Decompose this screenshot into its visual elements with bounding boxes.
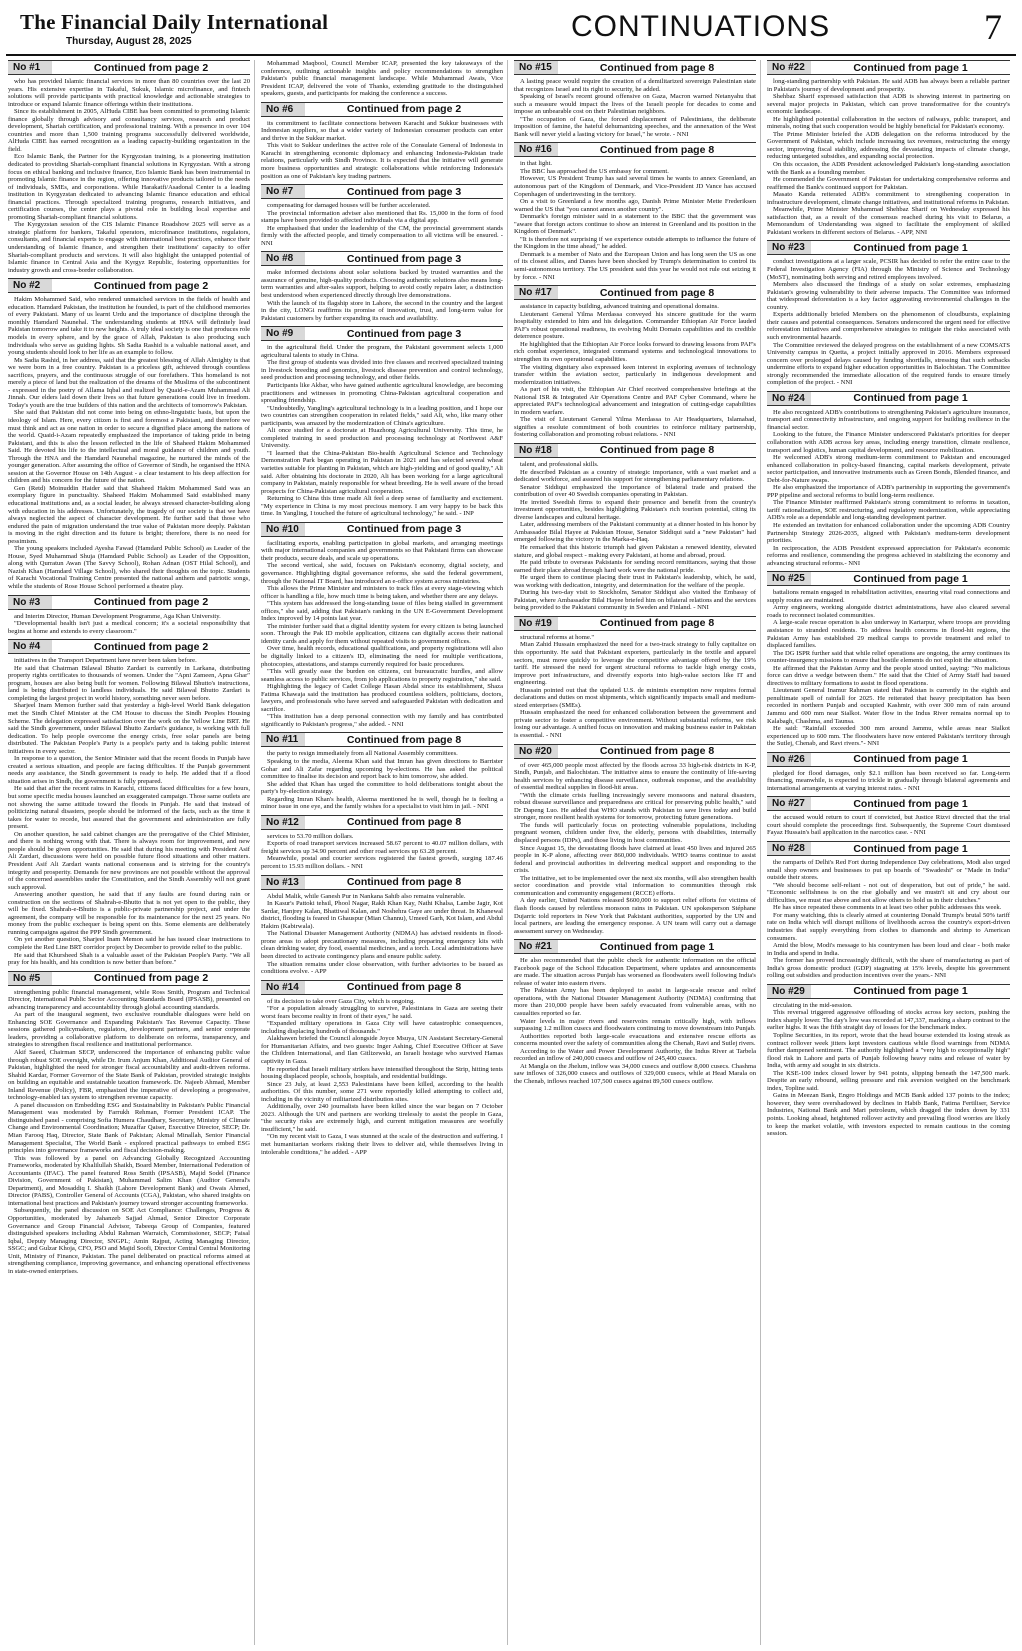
continued-from-label: Continued from page 3 — [346, 327, 462, 340]
story-paragraph: He invited Swedish firms to expand their presence and benefit from the country's investment opportunities, besides highlighting Pakistan's rich tourism potential, citing its diverse landscapes and cultural heritage. — [514, 498, 756, 521]
continued-from-label: Continued from page 2 — [93, 279, 209, 292]
story-paragraph: This allows the Prime Minister and ministers to track files at every stage-viewing which officer is handling a file, how much time is being taken, and whether there are any delays. — [261, 585, 503, 600]
story-paragraph: This visit to Sukkur underlines the active role of the Consulate General of Indonesia in Karachi in strengthening economic diplomacy and enhancing Indonesia-Pakistan trade relations, particularly with Sindh Province. It is expected that the initiative will generate more business opportunities and strategic collaborations while reinforcing Indonesia's position as one of Pakistan's key trading partners. — [261, 142, 503, 180]
story-number-badge: No #23 — [767, 241, 811, 254]
story-paragraph: Lieutenant General Inamur Rahman stated that Pakistan is currently in the eighth and penultimate spell of rainfall for 2025. He reiterated that heavy precipitation has been recorded in northern Punjab and occupied Kashmir, with over 300 mm of rain around Jammu and 600 mm near Sialkot. Water flow in the Indus River remains normal up to Kalabagh, Chashma, and Taunsa. — [767, 687, 1010, 725]
article-columns — [8, 60, 1014, 1645]
story-paragraph: Over time, health records, educational qualifications, and property registrations will also be digitally linked to a citizen's ID, eliminating the need for multiple verifications, photocopies, attestations, and stamps currently required for basic procedures. — [261, 645, 503, 668]
story-paragraph: Hussain pointed out that the updated U.S. de minimis exemption now requires formal declarations and duties on most shipments, which significantly impacts small and medium-sized enterprises (SMEs). — [514, 686, 756, 709]
story-paragraph: of its decision to take over Gaza City, which is ongoing. — [267, 997, 415, 1005]
story-number-badge: No #8 — [261, 252, 305, 265]
story-number-badge: No #5 — [8, 972, 52, 985]
story-header — [514, 285, 756, 300]
story-paragraph: He paid tribute to overseas Pakistanis for sending record remittances, saying that those earned their place abroad through hard work were the national pride. — [514, 559, 756, 574]
story-paragraph: services to 53.70 million dollars. — [267, 832, 354, 840]
story-header — [767, 571, 1010, 586]
story-paragraph: Experts additionally briefed Members on the phenomenon of cloudbursts, explaining their causes and potential consequences. Senators underscored the urgent need for effective reforestation initiatives and comprehensive strategies to mitigate the risks associated with such environmental hazards. — [767, 311, 1010, 341]
story-paragraph: Highlighting the legacy of Cadet College Hasan Abdal since its establishment, Shaza Fatima Khawaja said the institution has produced countless soldiers, politicians, doctors, lawyers, and professionals who have served and safeguarded Pakistan with dedication and sacrifice. — [261, 683, 503, 713]
story-paragraph: He has since repeated these comments in at least two other public addresses this week. — [773, 904, 1002, 912]
story-number-badge: No #13 — [261, 876, 305, 889]
page-number: 7 — [984, 7, 1002, 47]
continued-from-label: Continued from page 8 — [346, 816, 462, 829]
story-header — [261, 522, 503, 537]
story-paragraph: Eco Islamic Bank, the Partner for the Kyrgyzstan training, is a pioneering institution dedicated to providing Shariah-compliant financial solutions in Kyrgyzstan. With a strong focus on ethical banking and inclusive finance, Eco Islamic Bank has been instrumental in promoting Islamic finance in the region, offering innovative products tailored to the needs of individuals, SMEs, and corporations. While Harakatfi/Asadonal Center is a leading institution in Kyrgyzstan dedicated to advancing Islamic finance education and ethical financial practices. Through specialized training programs, research initiatives, and certification courses, the center plays a pivotal role in building local expertise and promoting Shariah-compliant financial solutions. — [8, 153, 250, 221]
story-paragraph: The provincial information adviser also mentioned that Rs. 15,000 in the form of food stamps have been provided to affected individuals via a digital app. — [261, 209, 503, 225]
story-paragraph: According to the Water and Power Development Authority, the Indus River at Tarbela recorded an inflow of 240,000 cusecs and outflow of 245,400 cusecs. — [514, 1047, 756, 1063]
news-story — [8, 639, 250, 966]
story-paragraph: The Committee reviewed the delayed progress on the establishment of a new COMSATS University campus in Quetta, a project initially approved in 2016. Members expressed concern over prolonged delays caused by funding shortfalls, stressing that such setbacks undermine efforts to expand higher education opportunities in Balochistan. The Committee strongly recommended the immediate allocation of the required funds to ensure timely completion of the project. - NNI — [767, 341, 1010, 387]
story-paragraph: On a visit to Greenland a few months ago, Danish Prime Minister Mette Frederiksen warned the US that "you cannot annex another country". — [514, 198, 756, 213]
story-paragraph: "It is therefore not surprising if we experience outside attempts to influence the future of the Kingdom in the time ahead," he added. — [514, 235, 756, 251]
story-number-badge: No #9 — [261, 327, 305, 340]
story-paragraph: who has provided Islamic financial services in more than 80 countries over the last 20 years. His extensive expertise in Takaful, Sukuk, Islamic microfinance, and fintech solutions will provide participants with practical knowledge and actionable strategies to introduce or expand Islamic finance offerings within their institutions. — [8, 78, 250, 108]
story-paragraph: He highlighted potential collaboration in the sectors of railways, public transport, and minerals, noting that such cooperation would be highly beneficial for Pakistan's economy. — [767, 115, 1010, 131]
story-paragraph: On yet another question, Sharjeel Inam Memon said he has issued clear instructions to complete the Red Line BRT corridor project by December to provide relief to the public. — [8, 936, 250, 951]
story-number-badge: No #11 — [261, 733, 305, 746]
story-paragraph: Mian Zahid Hussain emphasized the need for a two-track strategy to fully capitalize on this opportunity. He said that Pakistani exporters, particularly in the textile and apparel sectors, must move quickly to leverage the competitive advantage offered by the 19% tariff. He stressed the need for urgent structural reforms to tackle high energy costs, improve port infrastructure, and diversify exports into high-value sectors like IT and engineering. — [514, 641, 756, 687]
continued-from-label: Continued from page 1 — [853, 61, 968, 74]
masthead — [6, 4, 1016, 56]
story-header — [767, 240, 1010, 255]
story-paragraph: He extended an invitation for enhanced collaboration under the upcoming ADB Country Partnership Strategy 2026-2035, aligned with Pakistan's medium-term development priorities. — [767, 521, 1010, 545]
story-number-badge: No #25 — [767, 572, 811, 585]
issue-date: Thursday, August 28, 2025 — [66, 36, 192, 47]
story-number-badge: No #16 — [514, 143, 558, 156]
story-paragraph: However, US President Trump has said several times he wants to annex Greenland, an autonomous part of the Kingdom of Denmark, and Vice-President JD Vance has accused Copenhagen of underinvesting in the territory. — [514, 175, 756, 198]
news-column — [261, 60, 508, 1645]
story-paragraph: compensating for damaged houses will be further accelerated. — [267, 202, 431, 210]
story-paragraph: Answering another question, he said that if any faults are found during rain or construction on the sections of Shahrah-e-Bhutto that is not yet open to the public, they will be fixed. Shahrah-e-Bhutto is a public-private partnership project, and under the agreement, the company will be responsible for its maintenance for the next 25 years. No money from the public exchequer is being spent on this. Some elements are deliberately running campaigns against the PPP Sindh government. — [8, 891, 250, 936]
story-paragraph: A day earlier, United Nations released $600,000 to support relief efforts for victims of flash floods caused by relentless monsoon rains in Pakistan. UN spokesperson Stéphane Dujarric told reporters in New York that Pakistani authorities, supported by the UN and local partners, are leading the emergency response. A UN team will carry out a damage assessment survey on Wednesday. — [514, 897, 756, 935]
story-paragraph: Sharjeel Inam Memon further said that yesterday a high-level World Bank delegation met the Sindh Chief Minister at the CM House to discuss the Sindh Peoples Housing Scheme. The delegation expressed satisfaction over the work on the Yellow Line BRT. He said the Sindh government, under Bilawal Bhutto Zardari's guidance, is working with full dedication. To help people overcome the energy crisis, free solar panels are being distributed. The Pakistan People's Party is a people's party and is taking public interest initiatives in every sector. — [8, 702, 250, 755]
news-story — [514, 744, 756, 936]
story-paragraph: He emphasised that under the leadership of the CM, the provincial government stands firmly with the affected people, and timely compensation to all victims will be ensured. - NNI — [261, 224, 503, 247]
story-header — [767, 984, 1010, 999]
story-paragraph: Members also discussed the findings of a study on solar extremes, emphasizing Pakistan's growing vulnerability to their adverse impacts. The Committee was informed that widespread deforestation is a key factor aggravating environmental challenges in the country. — [767, 281, 1010, 311]
story-number-badge: No #21 — [514, 940, 558, 953]
story-paragraph: Later, addressing members of the Pakistani community at a dinner hosted in his honor by Ambassador Bilal Hayee at Pakistan House, Senator Siddiqui said a "new Pakistan" had emerged following the victory in the Marka-e-Haq. — [514, 521, 756, 544]
news-story — [261, 102, 503, 180]
continued-from-label: Continued from page 2 — [346, 103, 462, 116]
story-paragraph: Exports of road transport services increased 58.67 percent to 40.07 million dollars, with freight services up 34.90 percent and other road services up 63.28 percent. — [261, 840, 503, 855]
story-paragraph: He highlighted that the Ethiopian Air Force looks forward to drawing lessons from PAF's rich combat experience, integrated command systems and technological innovations to strengthen its own operational capabilities. — [514, 340, 756, 363]
story-number-badge: No #1 — [8, 61, 52, 74]
story-number-badge: No #15 — [514, 61, 558, 74]
story-paragraph: He reported that Israeli military strikes have intensified throughout the Strip, hitting tents housing displaced people, schools, hospitals, and residential buildings. — [261, 1065, 503, 1081]
story-paragraph: The visiting dignitary also expressed keen interest in exploring avenues of technology transfer within the aviation sector, particularly in indigenous development and modernization initiatives. — [514, 363, 756, 386]
story-paragraph: Masato Kanda reiterated ADB's commitment to strengthening cooperation in infrastructure development, climate change initiatives, and institutional reforms in Pakistan. — [767, 191, 1010, 206]
news-column — [514, 60, 761, 1645]
story-paragraph: Denmark's foreign minister said in a statement to the BBC that the government was "aware that foreign actors continue to show an interest in Greenland and its position in the Kingdom of Denmark". — [514, 213, 756, 236]
story-header — [767, 60, 1010, 75]
story-paragraph: He described Pakistan as a country of strategic importance, with a vast market and a dedicated workforce, and assured his support for strengthening parliamentary relations. — [514, 468, 756, 484]
news-story — [514, 443, 756, 612]
continued-from-label: Continued from page 8 — [346, 876, 462, 889]
story-paragraph: assistance in capacity building, advanced training and operational domains. — [520, 303, 719, 311]
section-title: CONTINUATIONS — [571, 10, 831, 43]
continued-from-label: Continued from page 8 — [599, 286, 715, 299]
story-paragraph: in that light. — [520, 160, 553, 168]
story-header — [8, 278, 250, 293]
news-story — [767, 240, 1010, 386]
story-paragraph: pledged for flood damages, only $2.1 million has been received so far. Long-term financing, meanwhile, is expected to trickle in gradually through bilateral agreements and international arrangements at varying interest rates. - NNI — [767, 769, 1010, 792]
story-number-badge: No #3 — [8, 596, 52, 609]
continued-from-label: Continued from page 8 — [599, 444, 715, 457]
continued-from-label: Continued from page 1 — [853, 572, 968, 585]
story-paragraph: structural reforms at home." — [520, 633, 595, 641]
continued-from-label: Continued from page 8 — [599, 61, 715, 74]
story-paragraph: During his two-day visit to Stockholm, Senator Siddiqui also visited the Embassy of Pakistan, where Ambassador Bilal Hayee briefed him on bilateral relations and the services being provided to the Pakistani community in Sweden and Finland. - NNI — [514, 589, 756, 612]
news-story — [514, 285, 756, 439]
story-paragraph: The Kyrgyzstan session of the CIS Islamic Finance Roadshow 2025 will serve as a strategic platform for bankers, Takaful operators, microfinance institutions, regulators, consultants, and financial experts to engage with international best practices, enhance their understanding of Islamic finance, and strengthen their institutions' capacity to offer Shariah-compliant products and services. It will also highlight the untapped potential of Islamic finance in Central Asia and the Kyrgyz Republic, fostering opportunities for industry growth and cross-border collaboration. — [8, 221, 250, 274]
story-header — [514, 744, 756, 759]
continued-from-label: Continued from page 1 — [853, 241, 968, 254]
story-header — [261, 184, 503, 199]
story-number-badge: No #10 — [261, 523, 305, 536]
story-number-badge: No #29 — [767, 985, 811, 998]
story-number-badge: No #17 — [514, 286, 558, 299]
story-paragraph: Looking to the future, the Finance Minister underscored Pakistan's priorities for deeper collaboration with ADB across key areas, including energy transition, climate resilience, transport and logistics, human capital development, and resource mobilization. — [767, 431, 1010, 454]
news-story — [514, 939, 756, 1085]
story-header — [514, 939, 756, 954]
story-number-badge: No #19 — [514, 617, 558, 630]
story-paragraph: As part of the inaugural segment, two exclusive roundtable dialogues were held on Enhancing SOE Governance and Expanding Pakistan's Tax Revenue Capacity. These sessions gathered policymakers, regulators, development partners, and senior corporate leaders, providing a collaborative platform to deliberate on reforms, transparency, and strategies to strengthen fiscal resilience and institutional performance. — [8, 1011, 250, 1049]
news-story — [261, 251, 503, 322]
story-number-badge: No #26 — [767, 753, 811, 766]
story-paragraph: Subsequently, the panel discussion on SOE Act Compliance: Challenges, Progress & Opportunities, moderated by Jahanzeb Sajjad Ahmad, Senior Director Corporate Governance and Group Financial Advisor, Tabeeqa Group of Companies, featured distinguished speakers including Abdul Rahman Warraich, Commissioner, SECP; Faisal Iqbal, Deputy Managing Director, SNGPL; Amin Rajput, Acting Managing Director, SSGC; and Gulzar Khoja, CFO, PSO and Majid Soofi, Director Central Central Monitoring Unit, Ministry of Finance, Pakistan. The panel deliberated on practical reforms aimed at strengthening compliance, improving governance, and enhancing operational effectiveness in state-owned enterprises. — [8, 1207, 250, 1275]
continued-from-label: Continued from page 8 — [346, 981, 462, 994]
story-paragraph: Additionally, over 240 journalists have been killed since the war began on 7 October 2023. Although the UN and partners are working tirelessly to assist the people in Gaza, "the security risks are extremely high, and current mitigation measures are woefully insufficient," he said. — [261, 1103, 503, 1133]
story-paragraph: The Prime Minister briefed the ADB delegation on the reforms introduced by the Government of Pakistan, which include increasing tax revenues, restructuring the energy sector, improving fiscal stability, addressing the devastating impacts of climate change, reducing untargeted subsidies, and expanding social protection. — [767, 130, 1010, 161]
story-paragraph: conduct investigations at a larger scale, PCSIR has decided to refer the entire case to the Federal Investigation Agency (FIA) through the Ministry of Science and Technology (MoST), nominating both serving and retired employees involved. — [767, 258, 1010, 281]
continued-from-label: Continued from page 1 — [853, 985, 968, 998]
news-story — [261, 326, 503, 518]
story-paragraph: The BBC has approached the US embassy for comment. — [520, 167, 669, 175]
story-paragraph: Army engineers, working alongside district administrations, have also cleared several roads to reconnect isolated communities. — [767, 604, 1010, 619]
story-paragraph: talent, and professional skills. — [520, 460, 599, 468]
continued-from-label: Continued from page 1 — [853, 753, 968, 766]
story-header — [514, 616, 756, 631]
story-paragraph: Topline Securities, in its report, wrote that the head bourse extended its losing streak as contract rollover week jitters kept investors cautious while flood warnings from NDMA further dampened sentiment. The authority highlighted a "very high to exceptionally high" flood risk in Lahore and parts of Punjab following heavy rains and release of water by India, with army aid sought in six districts. — [767, 1031, 1010, 1070]
story-paragraph: The second vertical, she said, focuses on Pakistan's economy, digital society, and governance. Highlighting digital governance reforms, she said the federal government, through the National IT Board, has introduced an e-office system across ministries. — [261, 562, 503, 585]
story-paragraph: initiatives in the Transport Department have never been taken before. — [14, 657, 197, 665]
story-paragraph: the accused would return to court if convicted, but Justice Rizvi directed that the trial court should complete the proceedings first. Subsequently, the Supreme Court dismissed Fayaz Hussain's bail application in the narcotics case. - NNI — [767, 814, 1010, 837]
story-paragraph: Amid the blow, Modi's message to his countrymen has been loud and clear - both make in India and spend in India. — [767, 942, 1010, 957]
story-header — [767, 796, 1010, 811]
story-paragraph: She added that Khan has urged the committee to hold deliberations tonight about the party's by-election strategy. — [261, 780, 503, 796]
story-paragraph: Since its establishment in 2005, AlHuda CIBE has been committed to promoting Islamic finance globally through advisory and consultancy services, research and product development, Shariah certification, and professional training. With a presence in over 104 countries and more than 1,500 training programs successfully delivered worldwide, AlHuda CIBE has earned recognition as a leading capacity-building organization in the field. — [8, 108, 250, 153]
story-paragraph: make informed decisions about solar solutions backed by trusted warranties and the assurance of genuine, high-quality products. Choosing authentic solutions also means long-term warranties and after-sales support, helping to avoid costly repairs later, a distinction best understood when experienced directly through live demonstrations. — [261, 269, 503, 300]
story-header — [8, 595, 250, 610]
story-number-badge: No #7 — [261, 185, 305, 198]
story-paragraph: The minister further said that a digital identity system for every citizen is being launched soon. Through the Pak ID mobile application, citizens can digitally access their national identity cards and apply for them without repeated visits to government offices. — [261, 622, 503, 645]
story-paragraph: Meanwhile, Prime Minister Muhammad Shehbaz Sharif on Wednesday expressed his satisfaction that, as a result of the consensus reached during his visit to Belarus, a Memorandum of Understanding was signed to facilitate the employment of skilled Pakistani workers in different sectors of Belarus. - APP, NNI — [767, 206, 1010, 236]
story-paragraph: The young speakers included Ayesha Fawad (Hamdard Public School) as Leader of the House, Syed Muhammad Shuja (Hamdard Public School) as Leader of the Opposition, along with Qurratun Awan (The Savvy School), Rohan Adnan (OST Hilal School), and Nazish Khan (Hamdard Village School), who shared their thoughts on the topic. Students of Karachi Vocational Training Centre presented the national anthem and patriotic songs, while the students of Rose House School performed a theatre play. — [8, 545, 250, 590]
story-header — [8, 639, 250, 654]
story-paragraph: "Developmental health isn't just a medical concern; it's a societal responsibility that begins at home and extends to every classroom." — [8, 620, 250, 635]
news-story — [261, 60, 503, 98]
story-paragraph: the party to resign immediately from all National Assembly committees. — [267, 750, 458, 758]
news-story — [514, 60, 756, 138]
continued-from-label: Continued from page 1 — [599, 940, 715, 953]
story-number-badge: No #12 — [261, 816, 305, 829]
story-header — [767, 391, 1010, 406]
story-paragraph: "Undoubtedly, Yangling's agricultural technology is in a leading position, and I hope our two countries can strengthen cooperation in related fields," said Ali, who, like many other participants, was amazed by the modernization of China's agriculture. — [261, 404, 503, 427]
story-paragraph: The National Disaster Management Authority (NDMA) has advised residents in flood-prone areas to adopt precautionary measures, including preparing emergency kits with clean drinking water, dry food, essential medicines, and a torch. Local administrations have been directed to activate contingency plans and ensure public safety. — [261, 930, 503, 960]
story-number-badge: No #6 — [261, 103, 305, 116]
story-header — [261, 815, 503, 830]
continued-from-label: Continued from page 2 — [93, 596, 209, 609]
story-paragraph: With the launch of its flagship store in Lahore, the second in the country and the largest in the city, LONGi reaffirms its promise of innovation, trust, and long-term value for Pakistani customers by further expanding its reach and availability. — [261, 299, 503, 322]
story-header — [514, 60, 756, 75]
story-paragraph: "This institution has a deep personal connection with my family and has contributed significantly to Pakistan's progress," she added. - NNI — [261, 713, 503, 728]
news-story — [514, 142, 756, 281]
story-number-badge: No #4 — [8, 640, 52, 653]
story-number-badge: No #18 — [514, 444, 558, 457]
story-header — [514, 142, 756, 157]
story-header — [261, 251, 503, 266]
story-paragraph: "We should become self-reliant - not out of desperation, but out of pride," he said. "Economic selfishness is on the rise globally and we mustn't sit and cry about our difficulties, we must rise above and not allow others to hold us in their clutches." — [767, 881, 1010, 904]
story-paragraph: He commended the Government of Pakistan for undertaking comprehensive reforms and reaffirmed the Bank's continued support for Pakistan. — [767, 176, 1010, 191]
story-paragraph: The situation remains under close observation, with further advisories to be issued as conditions evolve. - APP — [261, 960, 503, 976]
story-header — [261, 875, 503, 890]
story-number-badge: No #28 — [767, 842, 811, 855]
story-number-badge: No #22 — [767, 61, 811, 74]
news-column — [767, 60, 1014, 1645]
continued-from-label: Continued from page 2 — [93, 972, 209, 985]
story-paragraph: Ms Sadia Rashid, in her address, said that the greatest blessing of Allah Almighty is that we were born in a free country. Pakistan is a priceless gift, achieved through countless sacrifices, prayers, and the continuous struggle of our forefathers. This homeland is not merely a piece of land but the realization of the dreams of the Muslims of the subcontinent - expressed in the poetry of Allama Iqbal and realized by Quaid-e-Azam Muhammad Ali Jinnah. Our elders laid down their lives so that future generations could live in freedom. Today's youth are the true builders of this nation and the architects of tomorrow's Pakistan. — [8, 356, 250, 409]
story-paragraph: In response to a question, the Senior Minister said that the recent floods in Punjab have created a serious situation, and people are facing difficulties. If the Punjab government needs any assistance, the Sindh government is ready to help. He added that if a flood situation arises in Sindh, the government is fully prepared. — [8, 755, 250, 785]
story-paragraph: In Kasur's Pattoki tehsil, Phool Nagar, Rakh Khan Kay, Nathi Khalsa, Lambe Jagir, Kot Sardar, Hanjrey Kalan, Bhattiwal Kalan, and Noshehra Gaye are under threat. In Khanewal district, flooding is feared in Ghauspur (Mian Channu), Umeed Garh, Kot Islam, and Abdul Hakim (Kabirwala). — [261, 900, 503, 930]
story-paragraph: He welcomed ADB's strong medium-term commitment to Pakistan and encouraged enhanced collaboration in policy-based financing, capital markets development, private sector participation, and innovative instruments such as Green Bonds, Blended finance, and Debt-for-Nature swaps. — [767, 454, 1010, 484]
story-paragraph: Since August 15, the devastating floods have claimed at least 450 lives and injured 265 people in K-P alone, affecting over 860,000 individuals. WHO teams continue to assist federal and provincial authorities in delivering medical support and responding to the crisis. — [514, 844, 756, 875]
story-number-badge: No #2 — [8, 279, 52, 292]
news-story — [261, 980, 503, 1156]
story-header — [767, 841, 1010, 856]
story-paragraph: Alakhawen briefed the Council alongside Joyce Msuya, UN Assistant Secretary-General for Humanitarian Affairs, and two guests: Inger Ashing, Chief Executive Officer at Save the Children International, and Ilan Gitlizewski, an Israeli hostage who survived Hamas captivity in Gaza. — [261, 1035, 503, 1065]
continued-from-label: Continued from page 8 — [599, 745, 715, 758]
story-paragraph: Regarding Imran Khan's health, Aleema mentioned he is well, though he is feeling a minor issue in one eye, and the family wishes for a specialist to visit him in jail. - NNI — [261, 795, 503, 811]
story-paragraph: The Finance Minister reaffirmed Pakistan's strong commitment to reforms in taxation, tariff rationalization, SOE restructuring, and regulatory modernization, while appreciating ADB's role as a dependable and long-standing development partner. — [767, 499, 1010, 522]
paper-name: The Financial Daily International — [20, 10, 329, 34]
continued-from-label: Continued from page 1 — [853, 392, 968, 405]
story-paragraph: Ali once studied for a doctorate at Huazhong Agricultural University. This time, he completed training in seed production and processing technology at Northwest A&F University. — [261, 427, 503, 450]
story-paragraph: The KSE-100 index closed lower by 941 points, slipping beneath the 147,500 mark. Despite an early rebound, selling pressure and risk aversion weighed on the benchmark index, Topline said. — [767, 1069, 1010, 1092]
story-paragraph: Water levels in major rivers and reservoirs remain critically high, with inflows surpassing 1.2 million cusecs and floodwaters continuing to move downstream into Punjab. — [514, 1017, 756, 1033]
story-paragraph: This reversal triggered aggressive offloading of stocks across key sectors, pushing the index sharply lower. The day's low was recorded at 147,337, marking a sharp contrast to the earlier highs. It was the fifth straight day of losses for the benchmark index. — [767, 1009, 1010, 1032]
story-paragraph: in the agricultural field. Under the program, the Pakistani government selects 1,000 agricultural talents to study in China. — [261, 344, 503, 359]
news-story — [261, 875, 503, 976]
story-number-badge: No #27 — [767, 797, 811, 810]
story-paragraph: A panel discussion on Embedding ESG and Sustainability in Pakistan's Public Financial Management was moderated by Farrukh Rehman, Former President ICAP. The distinguished panel - comprising Sofia Humera Chaudhary, Secretary, Ministry of Climate Change and Environmental Coordination; Muzaffar Qaiser, Executive Director, SECP; Dr. Mian Farooq Haq, Director, State Bank of Pakistan; Akmal Minallah, Senior Financial Management Specialist, The World Bank - explored practical pathways to embed ESG principles into governance frameworks and fiscal decision-making. — [8, 1101, 250, 1155]
continued-from-label: Continued from page 3 — [346, 252, 462, 265]
story-paragraph: At Mangla on the Jhelum, inflow was 34,000 cusecs and outflow 8,000 cusecs. Chashma saw inflows of 326,000 cusecs and outflows of 329,000 cusecs, while at Head Marala on the Chenab, inflows reached 107,500 cusecs against 89,500 cusecs outflow. — [514, 1062, 756, 1085]
continued-from-label: Continued from page 2 — [93, 640, 209, 653]
story-paragraph: Hussain emphasized the need for enhanced collaboration between the government and private sector to foster a competitive environment. Without substantial reforms, we risk losing our advantage. A unified focus on innovation and making business easier in Pakistan is essential. - NNI — [514, 709, 756, 740]
continued-from-label: Continued from page 8 — [599, 617, 715, 630]
story-paragraph: "For a population already struggling to survive, Palestinians in Gaza are seeing their worst fears become reality in front of their eyes," he said. — [261, 1005, 503, 1020]
story-paragraph: Meanwhile, postal and courier services registered the fastest growth, surging 187.46 percent to 15.93 million dollars. - NNI — [261, 855, 503, 871]
news-story — [767, 391, 1010, 567]
story-paragraph: "This system has addressed the long-standing issue of files being stalled in government offices," she said, adding that Pakistan's ranking in the UN E-Government Development Index improved by 14 points last year. — [261, 600, 503, 623]
story-header — [261, 326, 503, 341]
news-story — [261, 184, 503, 247]
story-header — [261, 102, 503, 117]
story-header — [514, 443, 756, 458]
story-paragraph: Authorities reported both large-scale evacuations and extensive rescue efforts as concerns mounted over the safety of communities along the Chenab, Ravi and Sutlej rivers. — [514, 1032, 756, 1048]
story-paragraph: Shehbaz Sharif expressed satisfaction that ADB is showing interest in partnering on several major projects in Pakistan, which can prove transformative for the country's economic landscape. — [767, 93, 1010, 116]
story-paragraph: He also recommended that the public check for authentic information on the official Facebook page of the School Education Department, where updates and announcements are made. The situation across Punjab has worsened as floodwaters swell following India's release of water into eastern rivers. — [514, 957, 756, 987]
story-paragraph: On another question, he said cabinet changes are the prerogative of the Chief Minister, and there is nothing wrong with that. There is always room for improvement, and new people should be given opportunities. He said that during his meeting with President Asif Ali Zardari, discussions were held on possible future flood situations and other matters. President Asif Ali Zardari wants national consensus and is striving for the country's integrity and prosperity. Demands for new provinces are not possible without the approval of the concerned assemblies under the Constitution, and the Sindh Assembly will not grant such approval. — [8, 830, 250, 891]
story-paragraph: battalions remain engaged in rehabilitation activities, ensuring vital road connections and supply routes are maintained. — [767, 589, 1010, 604]
story-header — [261, 732, 503, 747]
story-paragraph: The Pakistan Army has been deployed to assist in large-scale rescue and relief operations, with the National Disaster Management Authority (NDMA) confirming that more than 210,000 people have been safely evacuated from vulnerable areas, with no casualties reported so far. — [514, 987, 756, 1017]
story-paragraph: The former has proved increasingly difficult, with the share of manufacturing as part of India's gross domestic product (GDP) stagnating at 15% levels, despite his government rolling out subsidies and production incentives over the years.- NNI — [767, 957, 1010, 980]
news-story — [767, 984, 1010, 1138]
story-header — [261, 980, 503, 995]
story-paragraph: For many watching, this is clearly aimed at countering Donald Trump's brutal 50% tariff rate on India which will disrupt millions of livelihoods across the country's export-driven industries that supply everything from clothes to diamonds and shrimp to American consumers. — [767, 911, 1010, 942]
story-paragraph: Returning to China this time made Ali feel a deep sense of familiarity and excitement. "My experience in China is my most precious memory. I am very happy to be back this time. In Yangling, I touched the future of agricultural technology," he said. - INP — [261, 495, 503, 518]
continued-from-label: Continued from page 1 — [853, 797, 968, 810]
story-paragraph: "With the climate crisis fuelling increasingly severe monsoons and natural disasters, robust disease surveillance and preparedness are critical for preserving public health," said Dr Dapeng Luo. He added that WHO stands with Pakistan to save lives today and build stronger, more resilient health systems for tomorrow, protecting future generations. — [514, 791, 756, 822]
story-paragraph: This was followed by a panel on Advancing Globally Recognized Accounting Frameworks, moderated by Khalilullah Shaikh, Board Member, International Federation of Accountants (IFAC). The panel featured Ross Smith (IPSASB), Majid Sodel (Finance Division, Government of Pakistan), Muhammad Salim Khan (Auditor General's Department), and Mosaddiq I. Shaikh (Lahore Development Bank) and Owais Ahmed, Director (PABS), Controller General of Accounts (CGA), Pakistan, who shared insights on international best practices and Pakistan's journey toward stronger accounting frameworks. — [8, 1154, 250, 1207]
story-paragraph: He remarked that this historic triumph had given Pakistan a renewed identity, elevated stature, and global respect - making every Pakistani, at home and abroad, proud. — [514, 543, 756, 559]
story-paragraph: He said that Chairman Bilawal Bhutto Zardari is currently in Larkana, distributing property rights certificates to thousands of women. Under the "Apni Zameen, Apna Ghar" program, houses are also being built for women. Following Bilawal Bhutto's instructions, land is being distributed to landless individuals. He said Bilawal Bhutto Zardari is completing the largest project in world history, something never seen before. — [8, 664, 250, 702]
story-number-badge: No #24 — [767, 392, 811, 405]
news-story — [514, 616, 756, 740]
story-header — [8, 971, 250, 986]
story-paragraph: He also recognized ADB's contributions to strengthening Pakistan's agriculture insurance, transport and connectivity infrastructure, and ongoing support for building resilience in the financial sector. — [767, 408, 1010, 431]
story-paragraph: A lasting peace would require the creation of a demilitarized sovereign Palestinian state that recognizes Israel and its right to security, he added. — [514, 78, 756, 93]
continued-from-label: Continued from page 8 — [346, 733, 462, 746]
story-paragraph: Mohammad Maqbool, Council Member ICAP, presented the key takeaways of the conference, outlining actionable insights and policy recommendations to strengthen Pakistan's public financial management landscape. While Muhammad Awais, Vice President ICAP, delivered the vote of Thanks, extending gratitude to the distinguished speakers, guests, and participants for making the conference a success. — [261, 60, 503, 98]
story-number-badge: No #14 — [261, 981, 305, 994]
continued-from-label: Continued from page 2 — [93, 61, 209, 74]
story-paragraph: "On my recent visit to Gaza, I was stunned at the scale of the destruction and suffering. I met humanitarian workers risking their lives to deliver aid, while themselves living in intolerable conditions," he added. - APP — [261, 1133, 503, 1156]
story-paragraph: He said: "Rainfall exceeded 300 mm around Jammu, while areas near Sialkot experienced up to 600 mm. The floodwaters have now entered Pakistan's territory through the Sutlej, Chenab, and Ravi rivers."- NNI — [767, 725, 1010, 748]
story-paragraph: Speaking of Israel's recent ground offensive on Gaza, Macron warned Netanyahu that such a measure would impact the lives of the Israeli people for decades to come and impose an unbearable cost on their Palestinian neighbors. — [514, 93, 756, 116]
news-story — [8, 278, 250, 590]
story-paragraph: long-standing partnership with Pakistan. He said ADB has always been a reliable partner in Pakistan's journey of development and prosperity. — [767, 78, 1010, 93]
story-header — [8, 60, 250, 75]
news-story — [261, 815, 503, 871]
story-paragraph: Speaking to the media, Aleema Khan said that Imran has given directions to Barrister Gohar and Ali Zafar regarding upcoming by-elections. He has asked the political committee to finalise its decision and report back to him tomorrow, she added. — [261, 758, 503, 781]
continued-from-label: Continued from page 1 — [853, 842, 968, 855]
story-number-badge: No #20 — [514, 745, 558, 758]
story-paragraph: He said that Khursheed Shah is a valuable asset of the Pakistan People's Party. "We all pray for his health, and his condition is now better than before." — [8, 951, 250, 967]
story-paragraph: The first group of students was divided into five classes and received specialized training in livestock breeding and genomics, livestock disease prevention and control technology, seed production and processing technology, and other fields. — [261, 359, 503, 382]
news-story — [767, 60, 1010, 236]
news-story — [8, 971, 250, 1276]
story-paragraph: A large-scale rescue operation is also underway in Kartarpur, where troops are providing assistance to stranded residents. To address health concerns in flood-hit regions, the Pakistan Army has established 29 medical camps to provide treatment and relief to displaced families. — [767, 619, 1010, 650]
story-paragraph: and Interim Director, Human Development Programme, Aga Khan University. — [14, 612, 221, 620]
news-story — [767, 571, 1010, 747]
story-paragraph: "This will greatly ease the burden on citizens, cut bureaucratic hurdles, and allow seamless access to public services, from job applications to property registration," she said. — [261, 668, 503, 683]
story-paragraph: He affirmed that the Pakistan Army and the people stood united, saying: "No malicious force can drive a wedge between them." He said that the Chief of Army Staff had issued directives to military formations to assist in flood operations. — [767, 664, 1010, 687]
news-column — [8, 60, 255, 1645]
news-story — [8, 60, 250, 274]
story-paragraph: The initiative, set to be implemented over the next six months, will also strengthen health sector coordination and provide vital information to communities through risk communication and community engagement (RCCE) efforts. — [514, 874, 756, 897]
continued-from-label: Continued from page 8 — [599, 143, 715, 156]
story-header — [767, 752, 1010, 767]
continued-from-label: Continued from page 3 — [346, 523, 462, 536]
story-paragraph: The DG ISPR further said that while relief operations are ongoing, the army continues its counter-insurgency missions to ensure that hostile elements do not exploit the situation. — [767, 649, 1010, 665]
news-story — [767, 841, 1010, 980]
story-paragraph: As part of his visit, the Ethiopian Air Chief received comprehensive briefings at the National ISR & Integrated Air Operations Centre and PAF Cyber Command, where he appreciated PAF's technological advancement and integration of cutting-edge capabilities in modern warfare. — [514, 386, 756, 416]
story-paragraph: of over 465,000 people most affected by the floods across 33 high-risk districts in K-P, Sindh, Punjab, and Balochistan. The initiative aims to ensure the continuity of life-saving health services by enhancing disease surveillance, outbreak response, and the availability of essential medical supplies in flood-hit areas. — [514, 761, 756, 792]
story-paragraph: Hakim Mohammed Said, who rendered unmatched services in the fields of health and education. Hamdard Pakistan, the institution he founded, is part of the childhood memories of every Pakistani. Many of us learnt Urdu and the importance of discipline through the monthly Hamdard Naunehal. The understanding students at HNA will definitely lead Pakistan tomorrow and take it to new heights. A truly ideal society is one that produces role models in every sphere, and by the grace of Allah, Pakistan is also producing such individuals who serve as guiding lights. Sh Sadia Rashid is a valuable national asset, and young students should look to her life as an example to follow. — [8, 296, 250, 357]
story-paragraph: He also emphasized the importance of ADB's partnership in supporting the government's PPP pipeline and sectoral reforms to build long-term resilience. — [767, 484, 1010, 499]
story-paragraph: Gains in Meezan Bank, Engro Holdings and MCB Bank added 137 points to the index; however, they were overshadowed by declines in Habib Bank, Fatima Fertiliser, Service Industries, National Bank and Mari petroleum, which dragged the index down by 331 points. Looking ahead, heightened rollover activity and prevailing flood worries are likely to keep the market volatile, with investors expected to remain cautious in the coming session. — [767, 1092, 1010, 1138]
story-paragraph: "I learned that the China-Pakistan Bio-health Agricultural Science and Technology Demonstration Park began operating in Pakistan in 2021 and has selected several wheat varieties suitable for planting in Pakistan, which are high-yielding and of good quality," Ali said. After obtaining his doctorate in 2020, Ali has been working for a large agricultural company in Pakistan, mainly responsible for wheat breeding. He is well aware of the broad prospects for China-Pakistan agricultural cooperation. — [261, 449, 503, 495]
story-paragraph: Since 23 July, at least 2,553 Palestinians have been killed, according to the health authorities. Of this number, some 271 were reportedly killed attempting to collect aid, including in the vicinity of militarized distribution sites. — [261, 1080, 503, 1103]
story-paragraph: circulating in the mid-session. — [773, 1001, 853, 1009]
story-paragraph: Lieutenant General Yilma Merdassa conveyed his sincere gratitude for the warm hospitality extended to him and his delegation. Commander Ethiopian Air Force lauded PAF's robust operational readiness, its evolving Multi Domain capabilities and its credible deterrence posture. — [514, 310, 756, 341]
story-paragraph: In reciprocation, the ADB President expressed appreciation for Pakistan's economic reforms and resilience, commending the progress achieved in stabilizing the economy and advancing structural reforms.- NNI — [767, 544, 1010, 567]
story-paragraph: He urged them to continue placing their trust in Pakistan's leadership, which, he said, was working with dedication, integrity, and determination for the welfare of the people. — [514, 574, 756, 589]
story-paragraph: its commitment to facilitate connections between Karachi and Sukkur businesses with Indonesian suppliers, so that a wider variety of Indonesian consumer products can enter and thrive in the Sukkur market. — [261, 119, 503, 142]
story-paragraph: Abdul Malik, while Ganesh Pur in Nankana Sahib also remains vulnerable. — [267, 892, 466, 900]
news-story — [767, 752, 1010, 793]
story-paragraph: strengthening public financial management, while Ross Smith, Program and Technical Director, International Public Sector Accounting Standards Board (IPSASB), presented on advancing transparency and accountability through global accounting standards. — [8, 988, 250, 1011]
story-paragraph: Denmark is a member of Nato and the European Union and has long seen the US as one of its closest allies, and Danes have been shocked by Trump's determination to control its semi-autonomous territory. The US president said this year he would not rule out seizing it by force. - NNI — [514, 250, 756, 281]
story-paragraph: "The occupation of Gaza, the forced displacement of Palestinians, the deliberate imposition of famine, the hateful dehumanizing speeches, and the annexation of the West Bank will never yield a lasting victory for Israel," he wrote. - NNI — [514, 115, 756, 138]
story-paragraph: Akif Saeed, Chairman SECP, underscored the importance of enhancing public value through robust SOE oversight, while Dr. Irum Anjum Khan, Additional Auditor General of Pakistan, highlighted the need for stronger fiscal accountability and audit-driven reforms. Shahid Kardar, Former Governor of the State Bank of Pakistan, provided strategic insights on building an equitable and sustainable taxation framework. Dr. Najeeb Ahmad, Member Inland Revenue (Policy), FBR, emphasized the imperative of developing a progressive, technology-enabled tax system to strengthen revenue capacity. — [8, 1048, 250, 1102]
story-paragraph: Senator Siddiqui emphasized the importance of bilateral trade and praised the contribution of over 40 Swedish companies operating in Pakistan. — [514, 483, 756, 499]
story-paragraph: She said that Pakistan did not come into being on ethno-linguistic basis, but upon the ideology of Islam. Here, every citizen is first and foremost a Pakistani, and therefore we must think and act as one nation in order to secure a dignified place among the nations of the world. Quaid-i-Azam repeatedly emphasized the importance of taking pride in being Pakistani, and this is also the lesson reflected in the life of Shaheed Hakim Mohammed Said. He devoted his life to the intellectual and moral guidance of children and youth. Through the HNA and the Hamdard Naunehal magazine, he nurtured the minds of the younger generation. After assuming the office of Governor of Sindh, he organised the HNA session at the Governor House on 14th August - a clear testament to his deep affection for children and his concern for the future of the nation. — [8, 409, 250, 485]
story-paragraph: facilitating exports, enabling participation in global markets, and arranging meetings with major international companies and governments so that Pakistani firms can showcase their products, secure deals, and scale up operations. — [261, 539, 503, 562]
story-paragraph: The funds will particularly focus on protecting vulnerable populations, including pregnant women, children under five, the elderly, persons with disabilities, internally displaced persons (IDPs), and those living in host communities. — [514, 821, 756, 845]
story-paragraph: the ramparts of Delhi's Red Fort during Independence Day celebrations, Modi also urged small shop owners and businesses to put up boards of "Swadeshi" or "Made in India" outside their stores. — [767, 859, 1010, 882]
story-paragraph: Gen (Retd) Moinuddin Haider said that Shaheed Hakim Mohammed Said was an exemplary figure in punctuality. Shaheed Hakim Mohammed Said established many educational institutions and, as a social leader, he always stressed character-building along with education in his addresses. Unfortunately, the tragedy of our society is that we have always neglected the aspect of character development. He further said that those who endured the pain of migration understand the true value of Pakistan more deeply. Pakistan is moving in the right direction and its future is bright; therefore, there is no need for pessimism. — [8, 484, 250, 545]
news-story — [261, 522, 503, 729]
news-story — [767, 796, 1010, 837]
story-paragraph: On this occasion, the ADB President acknowledged Pakistan's long-standing association with the Bank as a founding member. — [767, 161, 1010, 176]
continued-from-label: Continued from page 3 — [346, 185, 462, 198]
news-story — [261, 732, 503, 810]
story-paragraph: "Expanded military operations in Gaza City will have catastrophic consequences, including displacing hundreds of thousands." — [261, 1020, 503, 1035]
story-paragraph: He said that after the recent rains in Karachi, citizens faced difficulties for a few hours, but some specific media houses launched an exaggerated campaign. Those same outlets are not showing the same attitude toward the floods in Punjab. He said that instead of politicizing natural disasters, people should be informed of the facts, such as the time it takes for water to recede, but assured that the government and administration are fully present. — [8, 785, 250, 831]
story-paragraph: Participants like Akbar, who have gained authentic agricultural knowledge, are becoming practitioners and witnesses in promoting China-Pakistan agricultural cooperation and spreading friendship. — [261, 381, 503, 405]
story-paragraph: The visit of Lieutenant General Yilma Merdassa to Air Headquarters, Islamabad, signifies a resolute commitment of both countries to reinforce military partnership, fostering collaboration and promoting robust relations. - NNI — [514, 416, 756, 439]
news-story — [8, 595, 250, 636]
